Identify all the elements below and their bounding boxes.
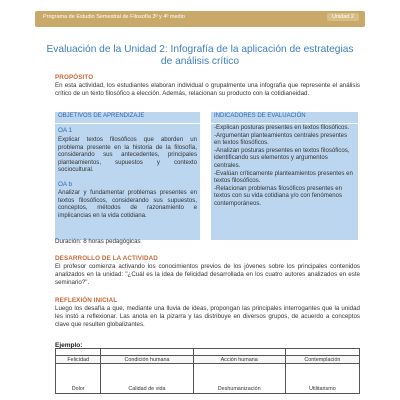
table-cell bbox=[193, 349, 285, 356]
indicador-item: -Explican posturas presentes en textos filosóficos. bbox=[214, 124, 350, 131]
proposito-text: En esta actividad, los estudiantes elaboran individual o grupalmente una infografía que represente el análisis crítico de un texto filosófico a elección. Además, relacionan su producto con la cotidianeidad. bbox=[55, 82, 360, 97]
ejemplo-table bbox=[55, 348, 360, 394]
header-band bbox=[35, 11, 365, 27]
page-title: Evaluación de la Unidad 2: Infografía de la aplicación de estrategias de análisis crítico bbox=[46, 44, 354, 67]
objetivos-box bbox=[55, 112, 200, 240]
objetivos-heading: OBJETIVOS DE APRENDIZAJE bbox=[55, 112, 200, 124]
table-cell: Acción humana bbox=[193, 356, 285, 364]
table-cell bbox=[285, 349, 359, 356]
duracion: Duración: 8 horas pedagógicas bbox=[55, 238, 141, 245]
indicador-item: -Analizan posturas presentes en textos filosóficos, identificando sus elementos y argumentos centrales. bbox=[214, 146, 350, 169]
ejemplo-label: Ejemplo: bbox=[55, 342, 83, 349]
table-cell bbox=[101, 349, 193, 356]
reflexion-text: Luego los desafía a que, mediante una lluvia de ideas, propongan las principales interrogantes que la unidad les instó a reflexionar. Las anota en la pizarra y las distribuye en diversos grupos, de acuerdo a conceptos clave que resulten globalizantes. bbox=[55, 305, 360, 328]
desarrollo-text: El profesor comienza activando los conocimientos previos de los jóvenes sobre los principales contenidos analizados en la unidad: "¿Cuál es la idea de felicidad desarrollada en los cuatro autores analizados en este seminario?". bbox=[55, 263, 360, 286]
oa1-label: OA 1 bbox=[58, 127, 73, 134]
table-cell: Calidad de vida bbox=[101, 364, 193, 394]
table-cell: Condición humana bbox=[101, 356, 193, 364]
table-cell bbox=[56, 349, 101, 356]
unit-badge: Unidad 2 bbox=[327, 13, 359, 21]
oab-text: Analizar y fundamentar problemas presentes en textos filosóficos, considerando sus supuestos, conceptos, métodos de razonamiento e implicancias en la vida cotidiana. bbox=[58, 189, 197, 219]
table-row bbox=[56, 356, 360, 364]
indicadores-heading: INDICADORES DE EVALUACIÓN bbox=[211, 112, 358, 124]
table-cell: Deshumanización bbox=[193, 364, 285, 394]
proposito-heading: PROPÓSITO bbox=[55, 74, 94, 81]
table-cell: Contemplación bbox=[285, 356, 359, 364]
oa1-text: Explicar textos filosóficos que aborden un problema presente en la historia de la filosofía, considerando sus antecedentes, principales planteamientos, supuestos y contexto sociocultural. bbox=[58, 136, 197, 174]
indicadores-box bbox=[211, 112, 358, 240]
indicador-item: -Evalúan críticamente planteamientos presentes en textos filosóficos. bbox=[214, 169, 353, 185]
top-bar bbox=[0, 0, 400, 40]
desarrollo-heading: DESARROLLO DE LA ACTIVIDAD bbox=[55, 255, 158, 262]
table-cell: Utilitarismo bbox=[285, 364, 359, 394]
indicadores-list bbox=[214, 124, 355, 208]
table-row bbox=[56, 364, 360, 394]
indicador-item: -Argumentan planteamientos centrales presentes en textos filosóficos. bbox=[214, 131, 348, 147]
indicador-item: -Relacionan problemas filosóficos presentes en textos con su vida cotidiana y/o con fenómenos contemporáneos. bbox=[214, 184, 343, 207]
program-name: Programa de Estudio Semestral de Filosofía 3º y 4º medio bbox=[43, 14, 185, 20]
table-cell: Dolor bbox=[56, 364, 101, 394]
oab-label: OA b bbox=[58, 181, 73, 188]
table-cell: Felicidad bbox=[56, 356, 101, 364]
table-row bbox=[56, 349, 360, 356]
reflexion-heading: REFLEXIÓN INICIAL bbox=[55, 297, 118, 304]
